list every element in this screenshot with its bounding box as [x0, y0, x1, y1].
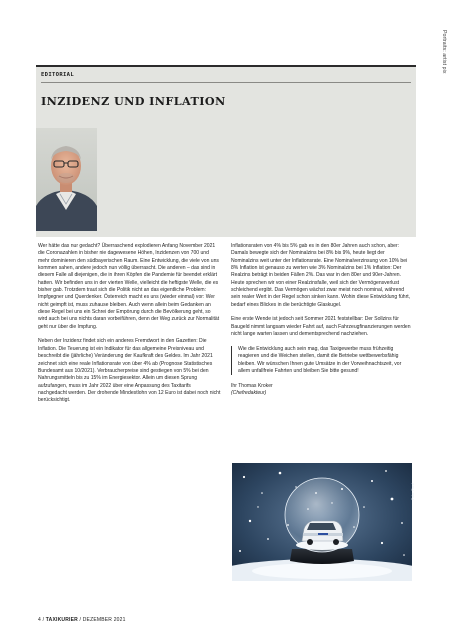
photo-credit: [405, 470, 413, 510]
article-column-left: [38, 243, 221, 412]
header-top-rule: [36, 65, 416, 67]
magazine-name: TAXIKURIER: [45, 617, 78, 623]
signature-role: (Chefredakteur): [231, 389, 267, 396]
article-paragraph: Wer hätte das nur gedacht? Überraschend explodieren Anfang November 2021 die Coronazahlen in bisher nie dagewesene Höhen, Inzidenzen von 700 und mehr dominieren den südbayerischen Raum. Eine Entwicklung, die viele von uns kommen sahen, andere jedoch nun völlig überrascht. Die anderen – das sind in diesem Falle all diejenigen, die in ihren Köpfen die Pandemie für beendet erklärt hatten. Wir befinden uns in der vierten Welle, vielleicht die heftigste Welle, die es bisher gab. Trotzdem traut sich die Politik nicht an das eigentliche Problem: Impfgegner und Querdenker. Österreich macht es uns (wieder einmal) vor: Wer nicht geimpft ist, muss zuhause bleiben. Auch wenn allein beim Gedanken an diese Regel bei uns ein Schrei der Empörung durch die Bevölkerung geht, so wird auch bei uns nichts daran vorbeiführen, denn der Weg zurück zur Normalität geht nur über die Impfung.: [38, 243, 220, 330]
author-portrait-image: [36, 128, 97, 231]
article-title: INZIDENZ UND INFLATION: [41, 94, 226, 108]
section-kicker: EDITORIAL: [41, 72, 75, 78]
page-footer: 4 / TAXIKURIER / DEZEMBER 2021: [38, 617, 126, 623]
portrait-credit-text: Portraits: artist pix: [441, 30, 447, 74]
snow-globe-image: [232, 463, 412, 581]
article-paragraph: Eine erste Wende ist jedoch seit Sommer 2021 feststellbar: Der Sollzins für Baugeld nimmt langsam wieder Fahrt auf, auch Fahrzeugfinanzierungen werden nicht lange warten lassen und dementsprechend nachziehen.: [231, 316, 411, 338]
photo-credit-text: Foto: Ford: [411, 483, 415, 500]
issue-date: DEZEMBER 2021: [82, 617, 126, 623]
closing-quote: Wie die Entwicklung auch sein mag, das Taxigewerbe muss frühzeitig reagieren und die Weichen stellen, damit die Betriebe wettbewerbsfähig bleiben. Wir wünschen Ihnen gute Umsätze in der Vorweihnachtszeit, vor allem unfallfreie Fahrten und bleiben Sie bitte gesund!: [231, 346, 413, 375]
snow-globe-photo: [232, 463, 412, 581]
author-portrait: [36, 128, 97, 231]
article-column-right: [231, 243, 413, 405]
article-paragraph: Inflationsraten von 4% bis 5% gab es in den 80er Jahren auch schon, aber: Damals bewegte sich der Nominalzins bei 8% bis 9%, heute liegt der Nominalzins weit unter der Inflationsrate. Eine Nominalverzinsung von 10% bei 8% Inflation ist genauso zu werten wie 3% Nominalzins bei 1% Inflation: Der Realzins beträgt in beiden Fällen 2%. Das war in den 80er und 90er-Jahren. Heute sprechen wir von einer Realzinsfalle, weil sich der Vermögensverlust schleichend ergibt. Das Vermögen wächst zwar meist noch nominal, während sein realer Wert in der Regel schon sinken kann. Wohin diese Entwicklung führt, bedarf eines Blickes in die berüchtigte Glaskugel.: [231, 243, 411, 308]
portrait-credit: [437, 30, 451, 120]
signature-name: Ihr Thomas Kroker: [231, 382, 273, 389]
signature: [231, 383, 413, 398]
page-number: 4: [38, 617, 41, 623]
article-paragraph: Neben der Inzidenz findet sich ein anderes Fremdwort in den Gazetten: Die Inflation. Die Teuerung ist ein Indikator für das allgemeine Preisniveau und beschreibt die (jährliche) Veränderung der Kaufkraft des Geldes. Im Jahr 2021 zeichnet sich eine reale Inflationsrate von über 4% ab (Prognose Statistisches Bundesamt aus 10/2021). Verbraucherpreise sind gestiegen von 5% bei den Nahrungsmitteln bis zu 15% im Energiesektor. Allein um diesen Sprung aufzufangen, muss im Jahr 2022 über eine Anpassung des Taxitarifs nachgedacht werden. Der drohende Mindestlohn von 12 Euro ist dabei noch nicht berücksichtigt.: [38, 338, 221, 404]
kicker-divider: [41, 82, 411, 83]
